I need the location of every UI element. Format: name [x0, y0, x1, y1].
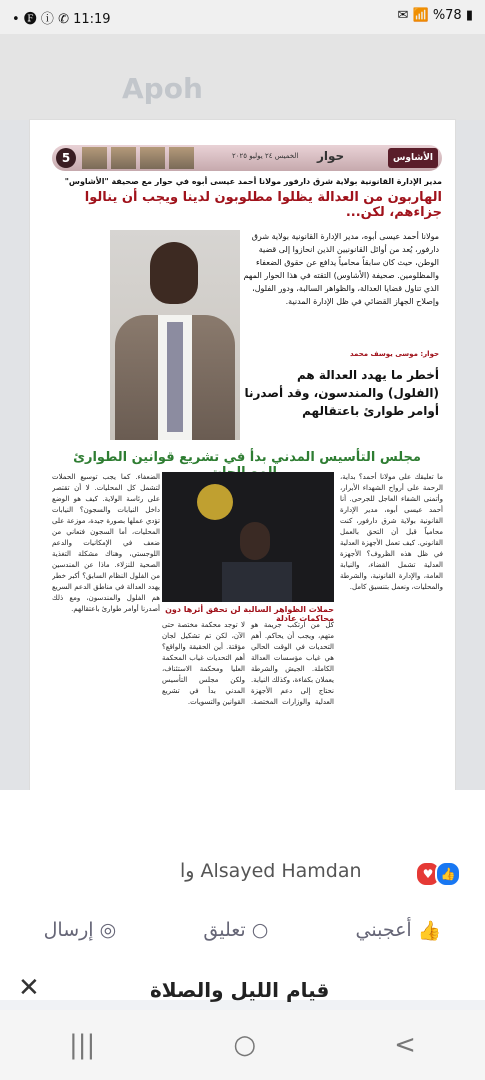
send-button[interactable] — [44, 919, 117, 941]
thumbnail — [111, 147, 136, 169]
messenger-icon: ◎ — [99, 919, 117, 941]
emblem — [197, 484, 233, 520]
like-button[interactable] — [356, 919, 442, 942]
thumbnail — [82, 147, 107, 169]
comment-icon: ○ — [251, 919, 269, 941]
suit — [222, 562, 292, 602]
photo-caption: حملات الظواهر السالبة لن تحقق أثرها دون محاكمات عادلة — [165, 605, 334, 623]
post-actions — [0, 905, 485, 955]
section-title: حوار — [317, 149, 345, 163]
column-middle: كل من ارتكب جريمة هو متهم، ويجب أن يحاكم. أهم التحديات في الوقت الحالي هي غياب مؤسسات العدالة الكاملة. الجيش والشرطة يعملان بكفاءة، وكذلك النيابة. نحتاج إلى دعم الأجهزة العدلية والوزارات المختصة. لا توجد محكمة مختصة حتى الآن، لكن تم تشكيل لجان مؤقتة. أين الحقيقة والواقع؟ أهم التحديات غياب المحكمة العليا ومحكمة الاستئناف، ولكن مجلس التأسيس المدني بدأ في تشريع القوانين والتسويات. — [162, 621, 334, 706]
recents-button[interactable]: ||| — [69, 1030, 96, 1060]
column-right: ما تعليقك على مولانا أحمد؟ بداية، الرحمة على أرواح الشهداء الأبرار، وأتمنى الشفاء العاجل للجرحى. أنا أحمد عيسى أبوه، مدير الإدارة القانونية بولاية شرق دارفور، كنت محامياً قبل أن التحق بالعمل القانوني. كيف تعمل الأجهزة العدلية في ظل هذه الظروف؟ الأجهزة العدلية تشمل القضاء، والنيابة العامة، والإدارة القانونية، والشرطة والمحليات، ونعمل بتنسيق كامل. — [340, 473, 443, 591]
heart-icon: ♥ — [415, 861, 441, 887]
headline: الهاربون من العدالة يظلوا مطلوبون لدينا ويجب أن ينالوا جزاءهم، لكن... — [84, 190, 442, 220]
back-button[interactable]: < — [394, 1030, 416, 1060]
close-icon[interactable]: ✕ — [18, 973, 40, 1003]
tie — [167, 322, 183, 432]
intro-paragraph: مولانا أحمد عيسى أبوه، مدير الإدارة القانونية بولاية شرق دارفور، يُعد من أوائل القانونيين الذين انحازوا إلى قضية الوطن، حيث كان سابقاً محامياً يدافع عن حقوق الضعفاء والمظلومين. صحيفة (الأشاوس) التقته في هذا الحوار المهم الذي تناول قضايا العدالة، والظواهر السالبة، ودور الفلول، وإصلاح الجهاز القضائي في ظل الإدارة المدنية. — [243, 232, 439, 306]
interviewee-photo — [110, 230, 240, 440]
header-thumbnails — [82, 147, 194, 169]
send-label: إرسال — [43, 919, 94, 941]
face — [150, 242, 198, 304]
column-left: الضعفاء. كما يجب توسيع الحملات لتشمل كل المحليات. لا أن تقتصر على رئاسة الولاية. كيف هو الوضع داخل النيابات والسجون؟ النيابات تؤدي عملها بصورة جيدة، موزعة على المحليات، أما السجون فتعاني من ضعف في الإمكانيات والدعم اللوجستي، وهناك مشكلة التغذية الصحية للنزلاء. ماذا عن المندسين من الفلول النظام السابق؟ أكبر خطر يهدد العدالة في مناطق الدعم السريع هم الفلول والمندسون، ومع ذلك أصدرنا أوامر طوارئ باعتقالهم. — [52, 473, 160, 613]
reactions-row[interactable] — [0, 858, 485, 888]
next-post-title[interactable]: قيام الليل والصلاة — [150, 978, 330, 1002]
like-label: أعجبني — [355, 919, 412, 941]
thumbnail — [169, 147, 194, 169]
page-header — [52, 145, 442, 171]
office-photo — [162, 472, 334, 602]
kicker: مدير الإدارة القانونية بولاية شرق دارفور مولانا أحمد عيسى أبوه في حوار مع صحيفة "الأشاوس" — [64, 177, 442, 186]
newspaper-logo: الأشاوس — [388, 148, 438, 168]
page-name[interactable]: Apoh — [122, 72, 203, 105]
comment-button[interactable] — [203, 919, 268, 941]
next-post[interactable] — [0, 975, 485, 1015]
face — [240, 522, 270, 560]
pull-quote: أخطر ما يهدد العدالة هم (الفلول) والمندسون، وقد أصدرنا أوامر طوارئ باعتقالهم — [244, 368, 439, 418]
like-icon: 👍 — [435, 861, 461, 887]
subheadline: مجلس التأسيس المدني بدأ في تشريع قوانين الطوارئ — [73, 450, 421, 465]
thumbs-up-icon: 👍 — [417, 919, 442, 942]
newspaper-image[interactable] — [30, 120, 455, 790]
issue-date: الخميس ٢٤ يوليو ٢٠٢٥ — [232, 152, 299, 160]
post-footer — [0, 790, 485, 1000]
byline: حوار: موسى يوسف محمد — [349, 350, 439, 358]
page-number: 5 — [56, 148, 76, 168]
navigation-bar — [0, 1010, 485, 1080]
home-button[interactable]: ○ — [233, 1030, 257, 1060]
reaction-icons — [415, 861, 461, 887]
thumbnail — [140, 147, 165, 169]
comment-label: تعليق — [203, 919, 246, 941]
status-left: • 🅕 ⓘ ✆ 11:19 — [12, 12, 111, 27]
reaction-names[interactable]: Alsayed Hamdan وا — [180, 860, 362, 882]
status-right: ✉ 📶 %78 ▮ — [397, 8, 473, 23]
